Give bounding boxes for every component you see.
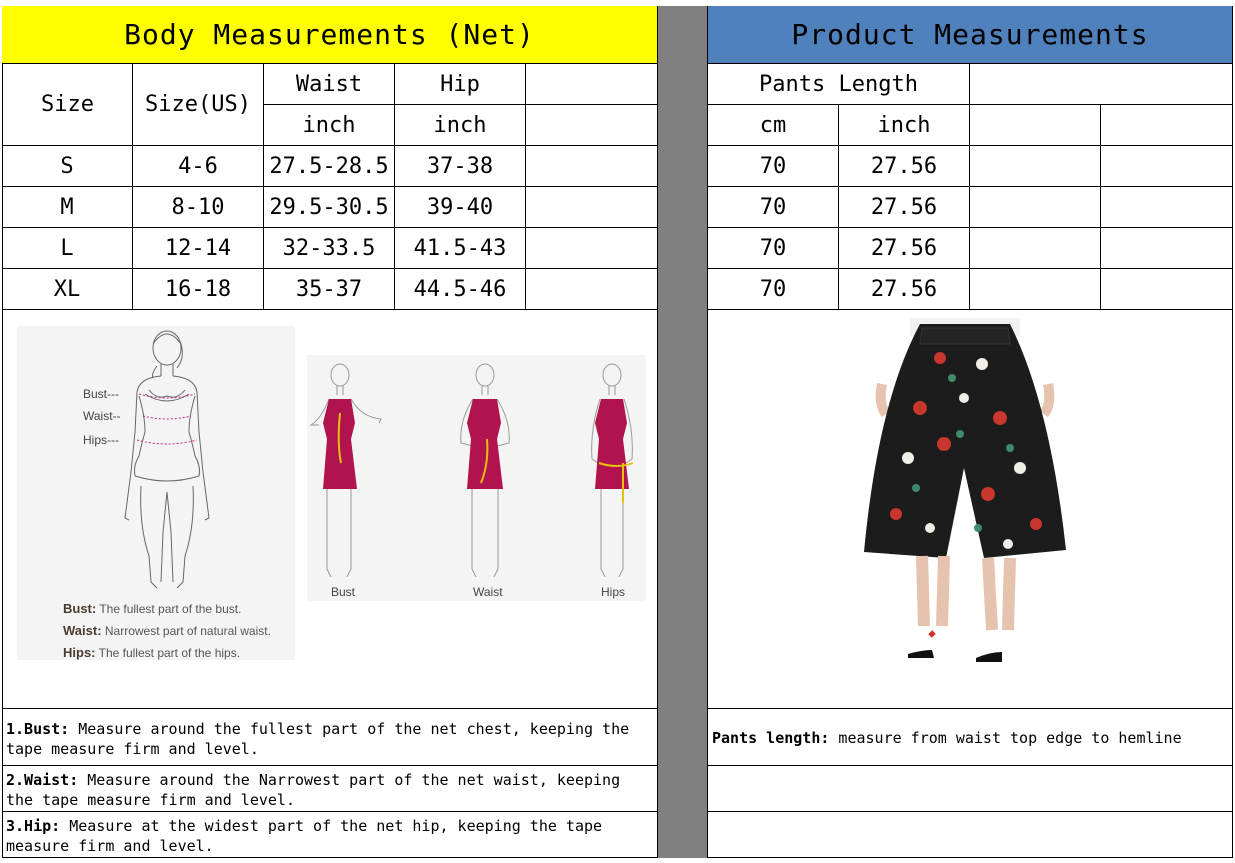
row-s-us: 4-6 [133,146,264,187]
col-pants-length-header: Pants Length [708,64,970,105]
row-xl-hip: 44.5-46 [395,269,526,310]
legend-hips: Hips: The fullest part of the hips. [63,645,241,660]
empty-cell [708,766,1233,812]
figure-waist [461,364,510,577]
row-s-hip: 37-38 [395,146,526,187]
col-pl-inch-unit: inch [839,105,970,146]
empty-cell [1101,146,1233,187]
empty-cell [1101,228,1233,269]
note-bust: 1.Bust: Measure around the fullest part of the net chest, keeping the tape measure firm and level. [2,709,658,766]
row-s-pl-inch: 27.56 [839,146,970,187]
row-m-us: 8-10 [133,187,264,228]
row-s-waist: 27.5-28.5 [264,146,395,187]
empty-cell [1101,187,1233,228]
body-measurements-header: Body Measurements (Net) [2,6,658,64]
product-photo [860,318,1070,682]
empty-cell [1101,269,1233,310]
row-xl-us: 16-18 [133,269,264,310]
measure-legend [63,598,271,664]
measuring-guide-figure [307,355,646,601]
empty-cell [708,812,1233,858]
label-waist: Waist [473,585,503,599]
empty-cell [526,187,658,228]
col-pl-cm-unit: cm [708,105,839,146]
measuring-guide-svg [307,355,646,601]
legend-bust: Bust: The fullest part of the bust. [63,601,242,616]
empty-cell [526,146,658,187]
empty-cell [526,105,658,146]
waist-mark-label: Waist-- [83,409,121,423]
col-hip-unit: inch [395,105,526,146]
figure-bust [311,364,381,577]
row-xl-waist: 35-37 [264,269,395,310]
note-pants-length: Pants length: measure from waist top edge to hemline [708,709,1233,766]
col-size-us-header: Size(US) [133,64,264,146]
empty-cell [970,228,1101,269]
empty-cell [970,269,1101,310]
empty-cell [970,105,1101,146]
empty-cell [526,64,658,105]
empty-cell [1101,105,1233,146]
row-m-hip: 39-40 [395,187,526,228]
col-waist-header: Waist [264,64,395,105]
figure-hips [592,364,633,577]
label-hips: Hips [601,585,626,599]
row-l-us: 12-14 [133,228,264,269]
row-m-pl-inch: 27.56 [839,187,970,228]
row-l-size: L [2,228,133,269]
row-l-pl-cm: 70 [708,228,839,269]
note-waist: 2.Waist: Measure around the Narrowest part of the net waist, keeping the tape measure firm and level. [2,766,658,812]
hips-mark-label: Hips--- [83,433,119,447]
row-m-waist: 29.5-30.5 [264,187,395,228]
note-hip: 3.Hip: Measure at the widest part of the net hip, keeping the tape measure firm and level. [2,812,658,858]
product-measurements-header: Product Measurements [708,6,1233,64]
empty-cell [526,269,658,310]
row-xl-size: XL [2,269,133,310]
column-divider [658,6,708,858]
empty-cell [970,146,1101,187]
col-hip-header: Hip [395,64,526,105]
col-size-header: Size [2,64,133,146]
label-bust: Bust [331,585,356,599]
empty-cell [970,64,1233,105]
empty-cell [526,228,658,269]
row-l-waist: 32-33.5 [264,228,395,269]
row-xl-pl-inch: 27.56 [839,269,970,310]
col-waist-unit: inch [264,105,395,146]
row-xl-pl-cm: 70 [708,269,839,310]
empty-cell [970,187,1101,228]
culottes-illustration [860,318,1070,682]
row-l-pl-inch: 27.56 [839,228,970,269]
legend-waist: Waist: Narrowest part of natural waist. [63,623,271,638]
row-l-hip: 41.5-43 [395,228,526,269]
row-s-pl-cm: 70 [708,146,839,187]
row-m-size: M [2,187,133,228]
row-m-pl-cm: 70 [708,187,839,228]
bust-mark-label: Bust--- [83,387,119,401]
body-outline-figure [17,326,295,660]
body-outline-svg [17,326,295,596]
row-s-size: S [2,146,133,187]
